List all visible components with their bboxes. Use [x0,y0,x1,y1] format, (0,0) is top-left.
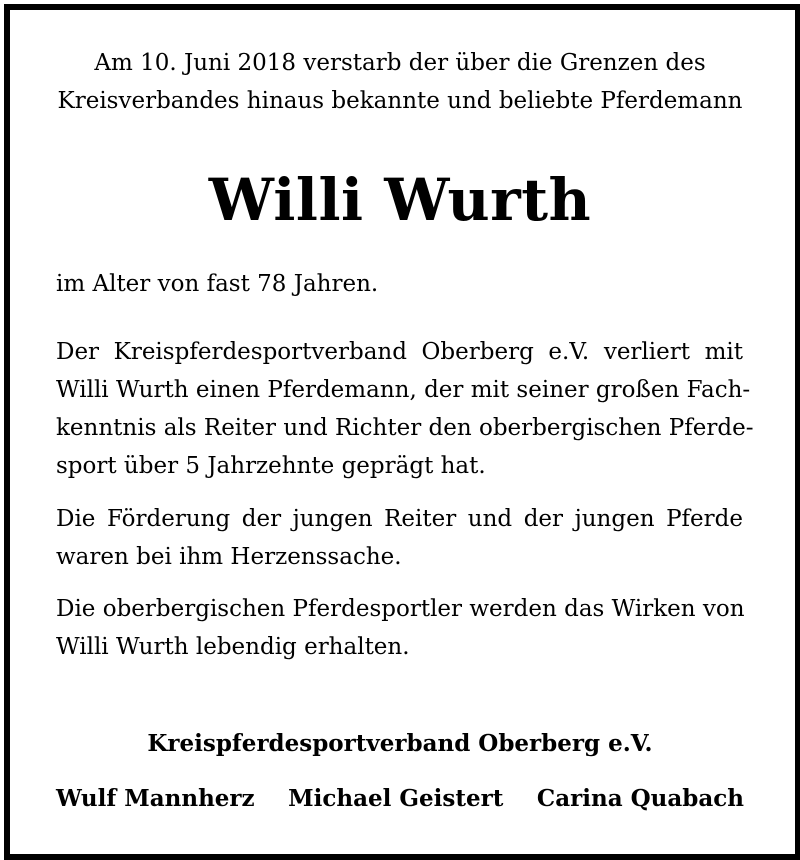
signatory-name: Wulf Mannherz [56,785,255,812]
paragraph-line: sport über 5 Jahrzehnte geprägt hat. [56,453,486,479]
organization-name: Kreispferdesportverband Oberberg e.V. [147,730,653,757]
paragraph-line: Die Förderung der jungen Reiter und der jungen Pferde [56,506,743,532]
paragraph-line: waren bei ihm Herzenssache. [56,544,402,570]
paragraph-legacy [56,590,743,666]
paragraph-tribute [56,333,754,485]
paragraph-line: Willi Wurth einen Pferdemann, der mit seiner großen Fach- [56,377,751,403]
paragraph-line: Willi Wurth lebendig erhalten. [56,634,410,660]
age-text: im Alter von fast 78 Jahren. [56,271,379,297]
age-line [56,265,743,303]
deceased-name: Willi Wurth [208,166,592,234]
paragraph-youth [56,500,743,576]
signatory-name: Michael Geistert [288,785,504,812]
intro-text [0,44,800,120]
paragraph-line: kenntnis als Reiter und Richter den oberbergischen Pferde- [56,415,754,441]
paragraph-line: Die oberbergischen Pferdesportler werden das Wirken von [56,596,745,622]
signatory-name: Carina Quabach [536,785,744,812]
paragraph-line: Der Kreispferdesportverband Oberberg e.V. verliert mit [56,339,743,365]
signatories [56,780,744,818]
intro-line: Kreisverbandes hinaus bekannte und beliebte Pferdemann [57,88,743,114]
intro-line: Am 10. Juni 2018 verstarb der über die Grenzen des [94,50,706,76]
